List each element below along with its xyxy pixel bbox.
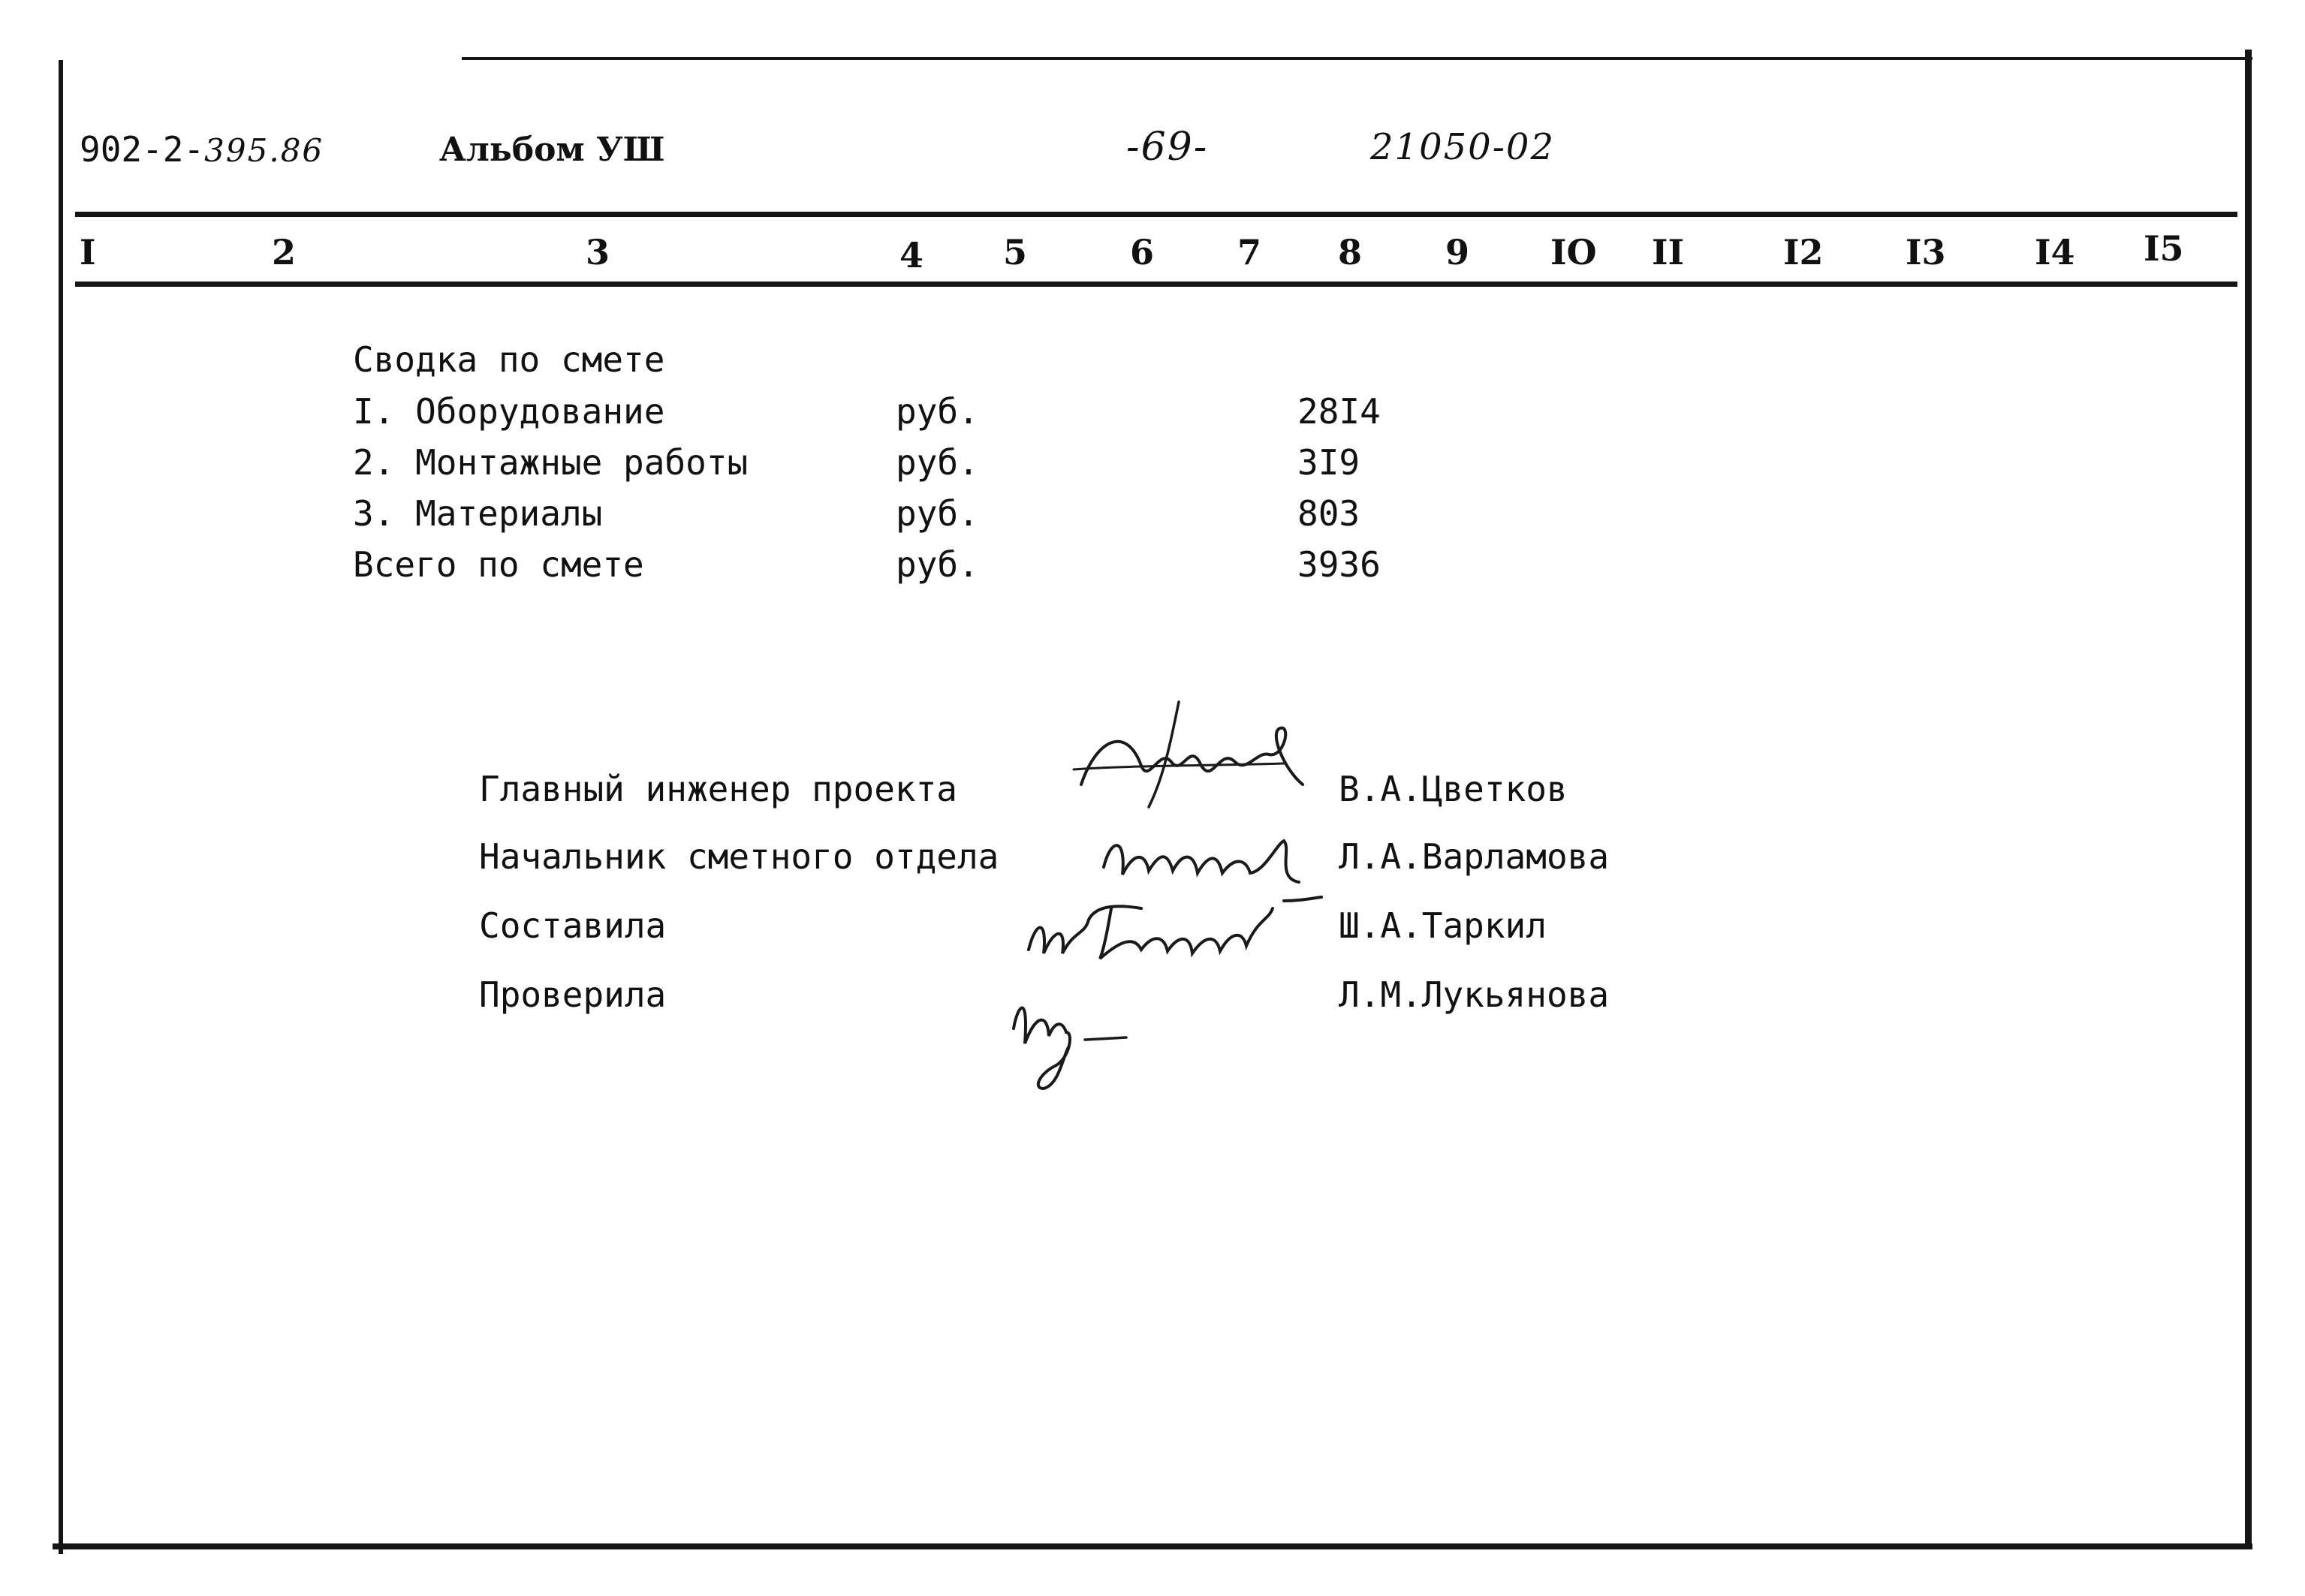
column-number: I4 [2035,232,2075,273]
document-code-prefix: 902-2- [80,129,205,170]
column-header-bottom-rule [75,282,2237,287]
column-number: 5 [1003,232,1028,273]
signature-name: Ш.А.Таркил [1339,905,1547,946]
column-number: 4 [899,235,924,276]
summary-row-unit: руб. [896,391,979,432]
signature-role: Главный инженер проекта [479,769,957,809]
summary-row-value: 803 [1297,493,1360,534]
handwritten-signature-compiler [1014,890,1329,972]
column-number: I2 [1783,232,1824,273]
document-code [80,129,324,170]
signature-role: Проверила [479,974,667,1015]
summary-row-value: 3I9 [1297,442,1360,483]
column-number: 7 [1237,232,1262,273]
doc-number: 21050-02 [1370,126,1555,168]
column-number: I [80,232,96,273]
column-header-top-rule [75,212,2237,217]
album-title: Альбом УШ [439,131,665,169]
summary-row-label: 2. Монтажные работы [353,442,749,483]
column-number: II [1652,232,1685,273]
frame-left-border [59,60,63,1554]
summary-row-value: 28I4 [1297,391,1381,432]
column-number: 8 [1338,232,1363,273]
column-number: I5 [2144,228,2184,269]
column-number: IO [1550,232,1597,273]
handwritten-signature-chief-engineer [1059,694,1314,815]
handwritten-signature-head-of-department [1089,815,1314,897]
frame-top-border [462,57,2252,60]
summary-title: Сводка по смете [353,339,665,380]
summary-row-unit: руб. [896,442,979,483]
column-number: 2 [272,232,297,273]
summary-row-label: Всего по смете [353,544,644,585]
signature-role: Составила [479,905,667,946]
page-number: -69- [1126,125,1209,170]
summary-row-value: 3936 [1297,544,1381,585]
signature-name: Л.М.Лукьянова [1339,974,1610,1015]
column-number: 3 [586,232,610,273]
summary-row-unit: руб. [896,493,979,534]
summary-row-unit: руб. [896,544,979,585]
column-number: I3 [1906,232,1946,273]
frame-right-border [2245,50,2252,1548]
document-code-handwritten: 395.86 [204,132,324,169]
handwritten-signature-checker [987,961,1152,1096]
signature-name: Л.А.Варламова [1339,836,1610,877]
column-number: 9 [1445,232,1470,273]
frame-bottom-border [53,1543,2252,1549]
column-number: 6 [1130,232,1155,273]
summary-row-label: I. Оборудование [353,391,665,432]
summary-row-label: 3. Материалы [353,493,603,534]
signature-name: В.А.Цветков [1339,769,1568,809]
signature-role: Начальник сметного отдела [479,836,999,877]
